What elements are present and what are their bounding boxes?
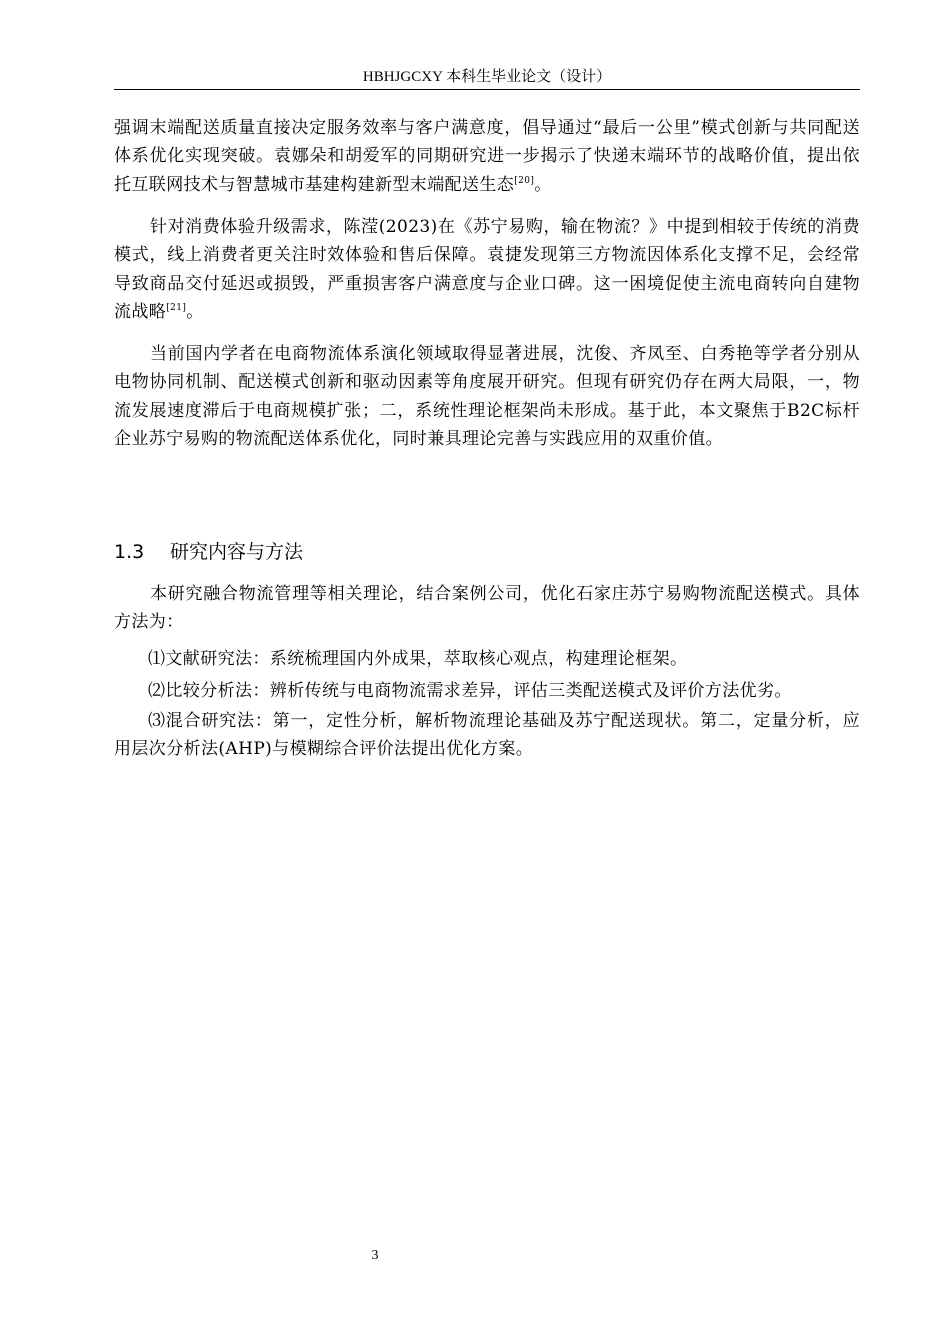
paragraph-3: 当前国内学者在电商物流体系演化领域取得显著进展，沈俊、齐凤至、白秀艳等学者分别从电物协同机制、配送模式创新和驱动因素等角度展开研究。但现有研究仍存在两大局限，一，物流发展速度滞后于电商规模扩张；二，系统性理论框架尚未形成。基于此，本文聚焦于B2C标杆企业苏宁易购的物流配送体系优化，同时兼具理论完善与实践应用的双重价值。 [114,344,860,450]
section-heading [114,538,303,566]
paragraph-2: 针对消费体验升级需求，陈滢(2023)在《苏宁易购，输在物流？》中提到相较于传统的消费模式，线上消费者更关注时效体验和售后保障。袁捷发现第三方物流因体系化支撑不足，会经常导致商品交付延迟或损毁，严重损害客户满意度与企业口碑。这一困境促使主流电商转向自建物流战略[21]。 [114,217,860,323]
section-title: 研究内容与方法 [170,541,304,563]
header-rule [114,89,860,90]
paragraph-1-text: 强调末端配送质量直接决定服务效率与客户满意度，倡导通过“最后一公里”模式创新与共同配送体系优化实现突破。袁娜朵和胡爱军的同期研究进一步揭示了快递末端环节的战略价值，提出依托互联网技术与智慧城市基建构建新型末端配送生态 [114,118,860,195]
page-number: 3 [371,1248,379,1263]
method-item-1: ⑴文献研究法：系统梳理国内外成果，萃取核心观点，构建理论框架。 [148,649,688,669]
page-header: HBHJGCXY 本科生毕业论文（设计） [362,69,612,85]
method-item-3: ⑶混合研究法：第一，定性分析，解析物流理论基础及苏宁配送现状。第二，定量分析，应用层次分析法(AHP)与模糊综合评价法提出优化方案。 [114,711,860,760]
method-item-2: ⑵比较分析法：辨析传统与电商物流需求差异，评估三类配送模式及评价方法优劣。 [148,681,792,701]
citation-21[interactable]: [21] [166,303,187,314]
paragraph-1: 强调末端配送质量直接决定服务效率与客户满意度，倡导通过“最后一公里”模式创新与共同配送体系优化实现突破。袁娜朵和胡爱军的同期研究进一步揭示了快递末端环节的战略价值，提出依托互联网技术与智慧城市基建构建新型末端配送生态[20]。 [114,118,860,195]
paragraph-2-text: 针对消费体验升级需求，陈滢(2023)在《苏宁易购，输在物流？》中提到相较于传统的消费模式，线上消费者更关注时效体验和售后保障。袁捷发现第三方物流因体系化支撑不足，会经常导致商品交付延迟或损毁，严重损害客户满意度与企业口碑。这一困境促使主流电商转向自建物流战略 [114,217,860,323]
section-number: 1.3 [114,541,145,563]
citation-20[interactable]: [20] [514,175,535,186]
section-intro: 本研究融合物流管理等相关理论，结合案例公司，优化石家庄苏宁易购物流配送模式。具体方法为： [114,584,860,633]
